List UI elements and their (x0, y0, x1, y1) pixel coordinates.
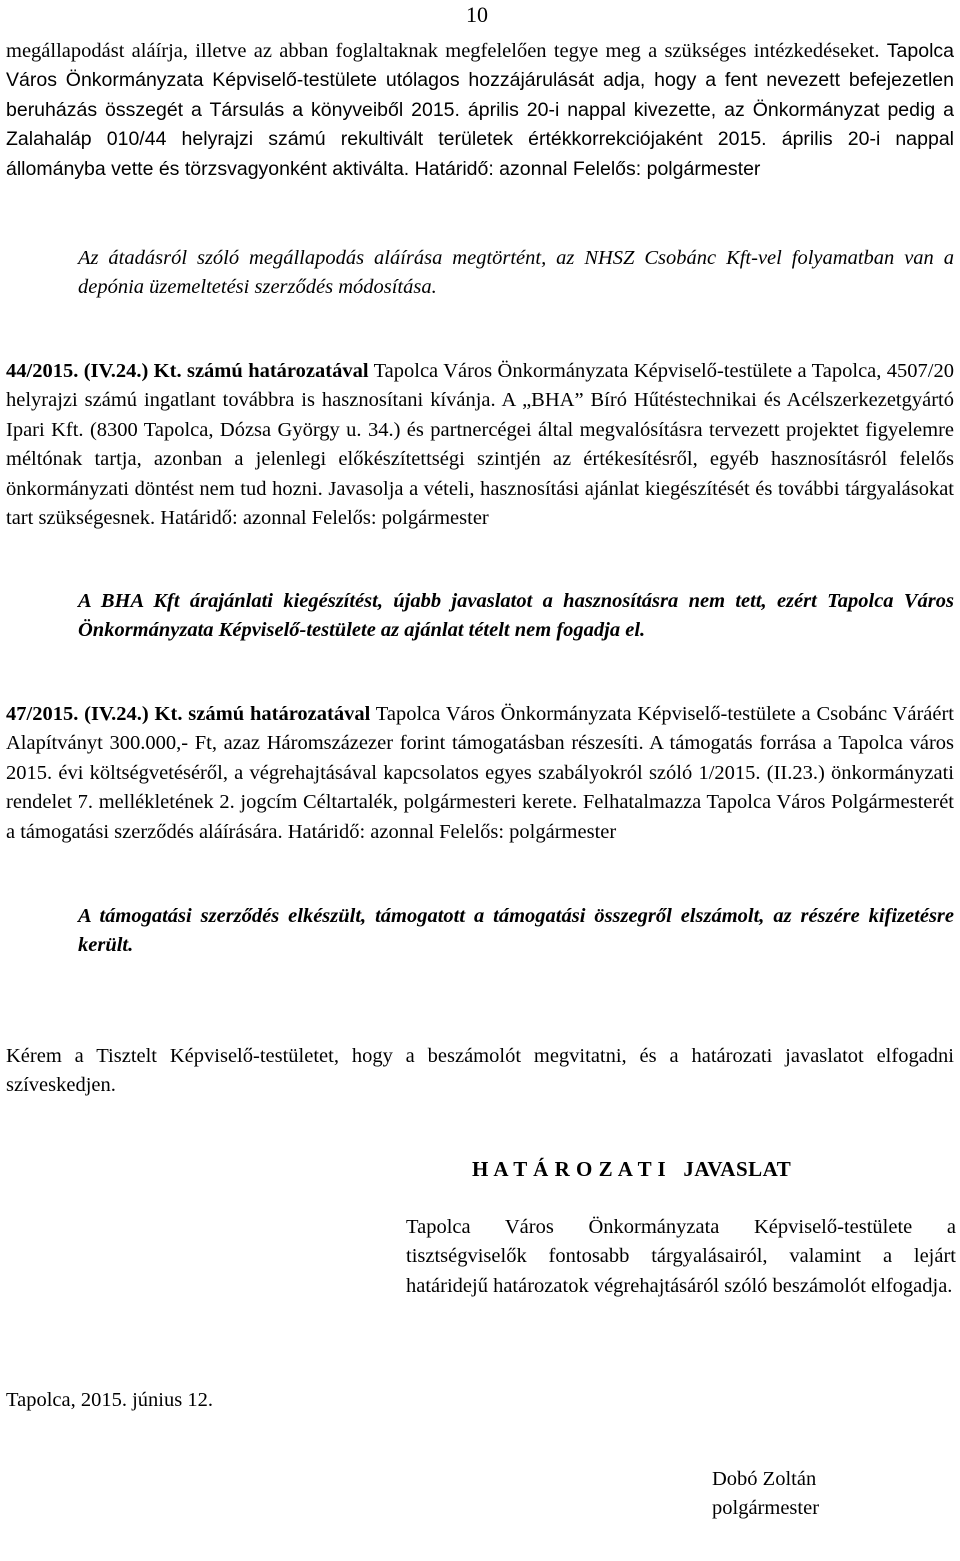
deadline-text: Határidő: azonnal Felelős: polgármester (414, 157, 761, 180)
signer-title: polgármester (712, 1497, 820, 1520)
closing-request: Kérem a Tisztelt Képviselő-testületet, hogy a beszámolót megvitatni, és a határozati javaslatot elfogadni szíveskedjen. (6, 1045, 954, 1097)
resolution-reference: 47/2015. (IV.24.) Kt. számú határozatával (6, 703, 371, 725)
paragraph-text: megállapodást aláírja, illetve az abban foglaltaknak megfelelően tegye meg a szükséges intézkedéseket. (6, 40, 887, 62)
signature-block (712, 1465, 819, 1524)
date-line: Tapolca, 2015. június 12. (6, 1389, 213, 1411)
signer-name: Dobó Zoltán (712, 1468, 817, 1490)
paragraph-text: Tapolca Város Önkormányzata Képviselő-testülete a Tapolca, 4507/20 helyrajzi számú ingatlant továbbra is hasznosítani kívánja. A „BHA” Bíró Hűtéstechnikai és Acélszerkezetgyártó Ipari Kft. (8300 Tapolca, Dózsa György u. 34.) és partnercégei által megvalósításra tervezett projektet figyelemre méltónak tartja, azonban a jelenlegi előkészítettségi szintjén az értékesítésről, egyéb hasznosításról felelős önkormányzati döntést nem tud hozni. Javasolja a vételi, hasznosítási ajánlat kiegészítését és további tárgyalásokat tart szükségesnek. (6, 360, 954, 530)
resolution-body: Tapolca Város Önkormányzata Képviselő-testülete a tisztségviselők fontosabb tárgyalásairól, valamint a lejárt határidejű határozatok végrehajtásáról szóló beszámolót elfogadja. (406, 1216, 956, 1297)
resolution-title (472, 1157, 791, 1182)
deadline-text: Határidő: azonnal Felelős: polgármester (287, 820, 617, 843)
paragraph-report-2 (6, 357, 954, 533)
paragraph-text: Tapolca Város Önkormányzata Képviselő-testülete a Csobánc Váráért Alapítványt 300.000,- Ft, azaz Háromszázezer forint támogatásban részesíti. A támogatás forrása a Tapolca város 2015. évi költségvetéséről, a végrehajtásával kapcsolatos egyes szabályokról szóló 1/2015. (II.23.) önkormányzati rendelet 7. mellékletének 2. jogcím Céltartalék, polgármesteri kerete. Felhatalmazza Tapolca Város Polgármesterét a támogatási szerződés aláírására. (6, 703, 954, 843)
status-note-2: A BHA Kft árajánlati kiegészítést, újabb javaslatot a hasznosításra nem tett, ezért Tapolca Város Önkormányzata Képviselő-testülete az ajánlat tételt nem fogadja el. (78, 590, 954, 642)
paragraph-report-1 (6, 37, 954, 184)
page-number: 10 (466, 2, 488, 27)
status-note-1: Az átadásról szóló megállapodás aláírása megtörtént, az NHSZ Csobánc Kft-vel folyamatban van a depónia üzemeltetési szerződés módosítása. (78, 247, 954, 299)
resolution-title-text: H A T Á R O Z A T I JAVASLAT (472, 1157, 792, 1181)
deadline-text: Határidő: azonnal Felelős: polgármester (160, 507, 489, 530)
status-note-3: A támogatási szerződés elkészült, támogatott a támogatási összegről elszámolt, az részére kifizetésre került. (78, 905, 954, 957)
paragraph-text-sans: Tapolca Város Önkormányzata Képviselő-testülete utólagos hozzájárulását adja, hogy a fent nevezett befejezetlen beruházás összegét a Társulás a könyveiből 2015. április 20-i nappal kivezette, az Önkormányzat pedig a Zalahaláp 010/44 helyrajzi számú rekultivált területek értékkorrekciójaként 2015. április 20-i nappal állományba vette és törzsvagyonként aktiválta. (6, 40, 954, 180)
paragraph-report-3 (6, 700, 954, 847)
resolution-reference: 44/2015. (IV.24.) Kt. számú határozatával (6, 360, 369, 382)
